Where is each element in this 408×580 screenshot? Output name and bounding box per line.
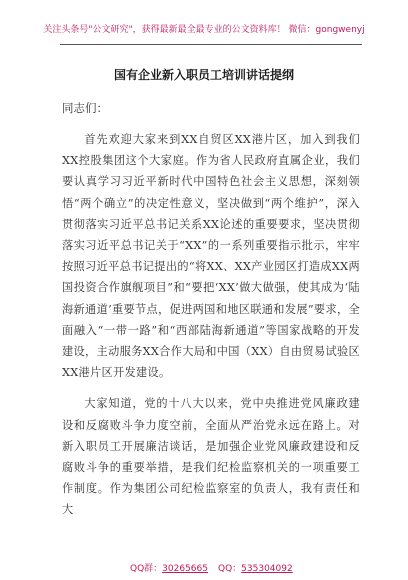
paragraph-1: 首先欢迎大家来到XX自贸区XX港片区，加入到我们XX控股集团这个大家庭。作为省人民政府直属企业，我们要认真学习习近平新时代中国特色社会主义思想，深刻领悟“两个确立”的决定性意义，坚决做到“两个维护”，深入贯彻落实习近平总书记关系XX论述的重要要求，坚决贯彻落实习近平总书记关于“XX”的一系列重要指示批示，牢牢按照习近平总书记提出的“将XX、XX产业园区打造成XX两国投资合作旗舰项目”和“要把‘XX’做大做强，使其成为‘陆海新通道’重要节点，促进两国和地区联通和发展”要求，全面融入“一带一路”和“西部陆海新通道”等国家战略的开发建设，主动服务XX合作大局和中国（XX）自由贸易试验区XX港片区开发建设。 [62,133,360,380]
promo-banner-text: 关注头条号"公文研究"，获得最新最全最专业的公文资料库！ 微信：gongwenyj [43,25,365,35]
document-body [62,98,360,531]
qq-group-number[interactable]: 30265665 [162,564,208,574]
paragraph-2: 大家知道，党的十八大以来，党中央推进党风廉政建设和反腐败斗争力度空前，全面从严治党永远在路上。对新入职员工开展廉洁谈话，是加强企业党风廉政建设和反腐败斗争的重要举措，是我们纪检监察机关的一项重要工作制度。作为集团公司纪检监察室的负责人，我有责任和大 [62,397,360,517]
document-title: 国有企业新入职员工培训讲话提纲 [113,68,294,82]
qq-contact-label: QQ： [218,564,242,574]
qq-group-info [130,561,208,574]
page-footer [0,559,408,577]
header-divider [60,44,362,45]
qq-contact-info [218,561,293,574]
salutation: 同志们： [62,101,108,115]
qq-group-label: QQ群： [130,564,163,574]
qq-contact-number[interactable]: 535304092 [241,564,293,574]
page-header [0,0,408,48]
